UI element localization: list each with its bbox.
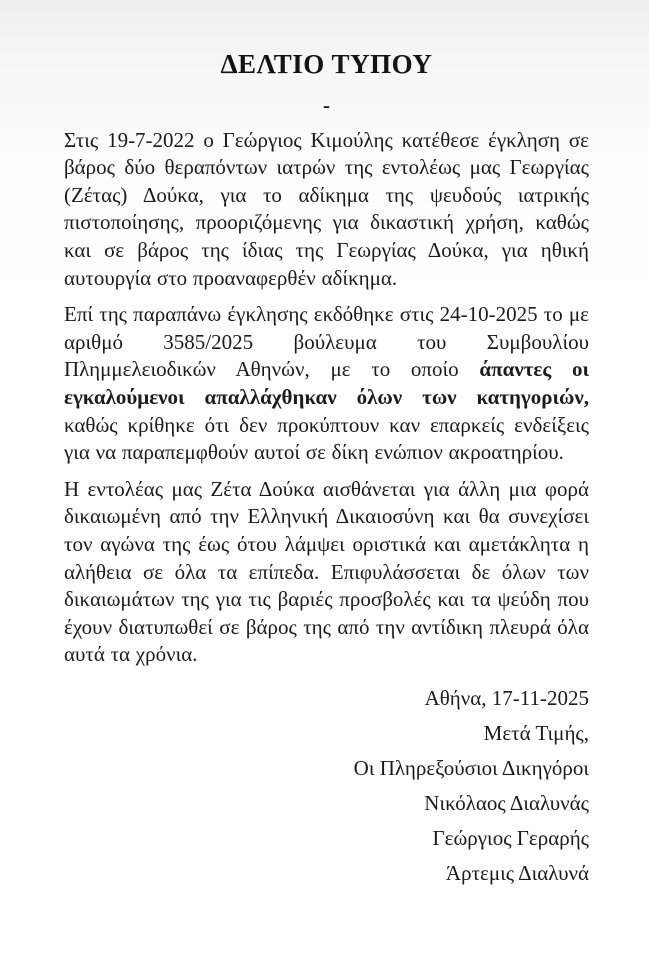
signature-block (64, 681, 589, 891)
signature-name-2: Γεώργιος Γεραρής (432, 825, 589, 850)
signature-role: Οι Πληρεξούσιοι Δικηγόροι (353, 755, 589, 780)
signature-name-3: Άρτεμις Διαλυνά (445, 860, 589, 885)
document-title: ΔΕΛΤΙΟ ΤΥΠΟΥ (220, 49, 433, 79)
signature-name-1: Νικόλαος Διαλυνάς (424, 790, 589, 815)
paragraph-2-text-after-bold: καθώς κρίθηκε ότι δεν προκύπτουν καν επαρκείς ενδείξεις για να παραπεμφθούν αυτοί σε δίκη ενώπιον ακροατηρίου. (64, 412, 589, 465)
paragraph-2-text-before-bold: Επί της παραπάνω έγκλησης εκδόθηκε στις 24-10-2025 το με αριθμό 3585/2025 βούλευμα του Συμβουλίου Πλημμελειοδικών Αθηνών, με το οποίο (64, 302, 589, 382)
bold-ruling-text: άπαντες οι εγκαλούμενοι απαλλάχθηκαν όλων των κατηγοριών, (64, 357, 589, 410)
separator-dash: - (323, 92, 330, 117)
signature-closing: Μετά Τιμής, (483, 720, 589, 745)
body-paragraph-1: Στις 19-7-2022 ο Γεώργιος Κιμούλης κατέθεσε έγκληση σε βάρος δύο θεραπόντων ιατρών της εντολέως μας Γεωργίας (Ζέτας) Δούκα, για το αδίκημα της ψευδούς ιατρικής πιστοποίησης, προοριζόμενης για δικαστική χρήση, καθώς και σε βάρος της ίδιας της Γεωργίας Δούκα, για ηθική αυτουργία στο προαναφερθέν αδίκημα. (64, 127, 589, 290)
signature-place-date: Αθήνα, 17-11-2025 (424, 685, 589, 710)
body-paragraph-2 (64, 301, 589, 467)
document-body (64, 127, 589, 669)
body-paragraph-3: Η εντολέας μας Ζέτα Δούκα αισθάνεται για άλλη μια φορά δικαιωμένη από την Ελληνική Δικαιοσύνη και θα συνεχίσει τον αγώνα της έως ότου λάμψει οριστικά και αμετάκλητα η αλήθεια σε όλα τα επίπεδα. Επιφυλάσσεται δε όλων των δικαιωμάτων της για τις βαριές προσβολές και τα ψεύδη που έχουν διατυπωθεί σε βάρος της από την αντίδικη πλευρά όλα αυτά τα χρόνια. (64, 476, 589, 667)
